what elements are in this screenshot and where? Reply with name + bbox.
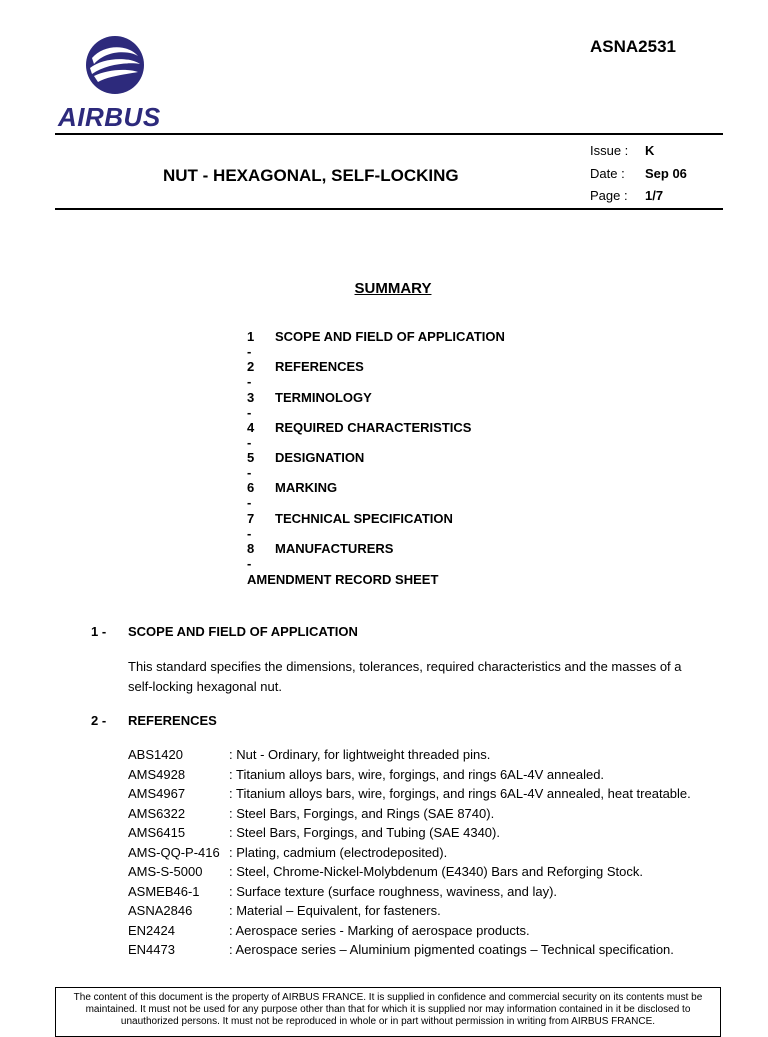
summary-item-label: MARKING <box>275 480 338 496</box>
reference-code: AMS4928 <box>128 766 186 782</box>
document-number: ASNA2531 <box>590 37 676 56</box>
summary-item-number: 7 - <box>247 510 255 541</box>
summary-item-number: 5 - <box>247 450 255 481</box>
reference-code: EN2424 <box>128 922 175 938</box>
page-value: 1/7 <box>645 188 664 203</box>
airbus-swirl-icon <box>84 34 146 96</box>
airbus-logo <box>58 34 178 130</box>
summary-item-number: 1 - <box>247 329 255 359</box>
reference-description: : Titanium alloys bars, wire, forgings, and rings 6AL-4V annealed, heat treatable. <box>229 786 691 801</box>
reference-code: ASNA2846 <box>128 903 193 918</box>
date-label: Date : <box>590 166 625 181</box>
section1-paragraph: This standard specifies the dimensions, tolerances, required characteristics and the masses of a self-locking hexagonal nut. <box>128 659 682 694</box>
reference-code: AMS-S-5000 <box>128 864 203 879</box>
reference-description: : Aerospace series – Aluminium pigmented coatings – Technical specification. <box>229 942 674 957</box>
summary-item-number: 8 - <box>247 541 255 572</box>
reference-code: AMS-QQ-P-416 <box>128 844 220 860</box>
reference-code: ASMEB46-1 <box>128 883 200 899</box>
summary-item-number: 3 - <box>247 389 255 420</box>
section1-heading: SCOPE AND FIELD OF APPLICATION <box>128 624 358 639</box>
summary-item-label: REFERENCES <box>275 359 364 375</box>
reference-description: : Steel Bars, Forgings, and Tubing (SAE 4340). <box>229 825 500 840</box>
reference-description: : Surface texture (surface roughness, waviness, and lay). <box>229 883 558 899</box>
summary-item-label: SCOPE AND FIELD OF APPLICATION <box>275 329 505 344</box>
issue-value: K <box>645 143 655 158</box>
header-top-rule <box>55 133 723 135</box>
summary-item-number: 4 - <box>247 419 255 450</box>
summary-item-label: REQUIRED CHARACTERISTICS <box>275 419 472 435</box>
summary-item-label: TECHNICAL SPECIFICATION <box>275 510 453 526</box>
issue-label: Issue : <box>590 143 629 158</box>
reference-description: : Aerospace series - Marking of aerospace products. <box>229 922 530 938</box>
section2-heading: REFERENCES <box>128 713 217 728</box>
summary-item-label: MANUFACTURERS <box>275 541 394 557</box>
reference-description: : Plating, cadmium (electrodeposited). <box>229 844 448 860</box>
section2-number: 2 - <box>91 713 107 728</box>
summary-heading: SUMMARY <box>354 280 432 297</box>
reference-description: : Nut - Ordinary, for lightweight threaded pins. <box>229 747 491 762</box>
document-title: NUT - HEXAGONAL, SELF-LOCKING <box>163 166 459 185</box>
reference-description: : Steel Bars, Forgings, and Rings (SAE 8740). <box>229 805 495 821</box>
reference-description: : Material – Equivalent, for fasteners. <box>229 903 441 918</box>
reference-code: AMS6322 <box>128 805 186 821</box>
header-bottom-rule <box>55 208 723 210</box>
amendment-record-item: AMENDMENT RECORD SHEET <box>247 572 439 587</box>
summary-item-label: TERMINOLOGY <box>275 389 372 405</box>
reference-description: : Titanium alloys bars, wire, forgings, and rings 6AL-4V annealed. <box>229 766 605 782</box>
date-value: Sep 06 <box>645 166 687 181</box>
summary-item-label: DESIGNATION <box>275 450 365 466</box>
reference-description: : Steel, Chrome-Nickel-Molybdenum (E4340) Bars and Reforging Stock. <box>229 864 644 879</box>
section1-number: 1 - <box>91 624 107 639</box>
confidentiality-notice: The content of this document is the property of AIRBUS FRANCE. It is supplied in confidence and commercial security on its contents must be maintained. It must not be used for any purpose other than that for which it is supplied nor may information contained in it be disclosed to unauthorized persons. It must not be reproduced in whole or in part without permission in writing from AIRBUS FRANCE. <box>55 987 721 1037</box>
reference-code: AMS4967 <box>128 786 186 801</box>
reference-code: EN4473 <box>128 942 175 957</box>
summary-item-number: 6 - <box>247 480 255 511</box>
reference-code: ABS1420 <box>128 747 183 762</box>
page-label: Page : <box>590 188 628 203</box>
reference-code: AMS6415 <box>128 825 186 840</box>
logo-wordmark: AIRBUS <box>58 102 161 132</box>
summary-item-number: 2 - <box>247 359 255 390</box>
